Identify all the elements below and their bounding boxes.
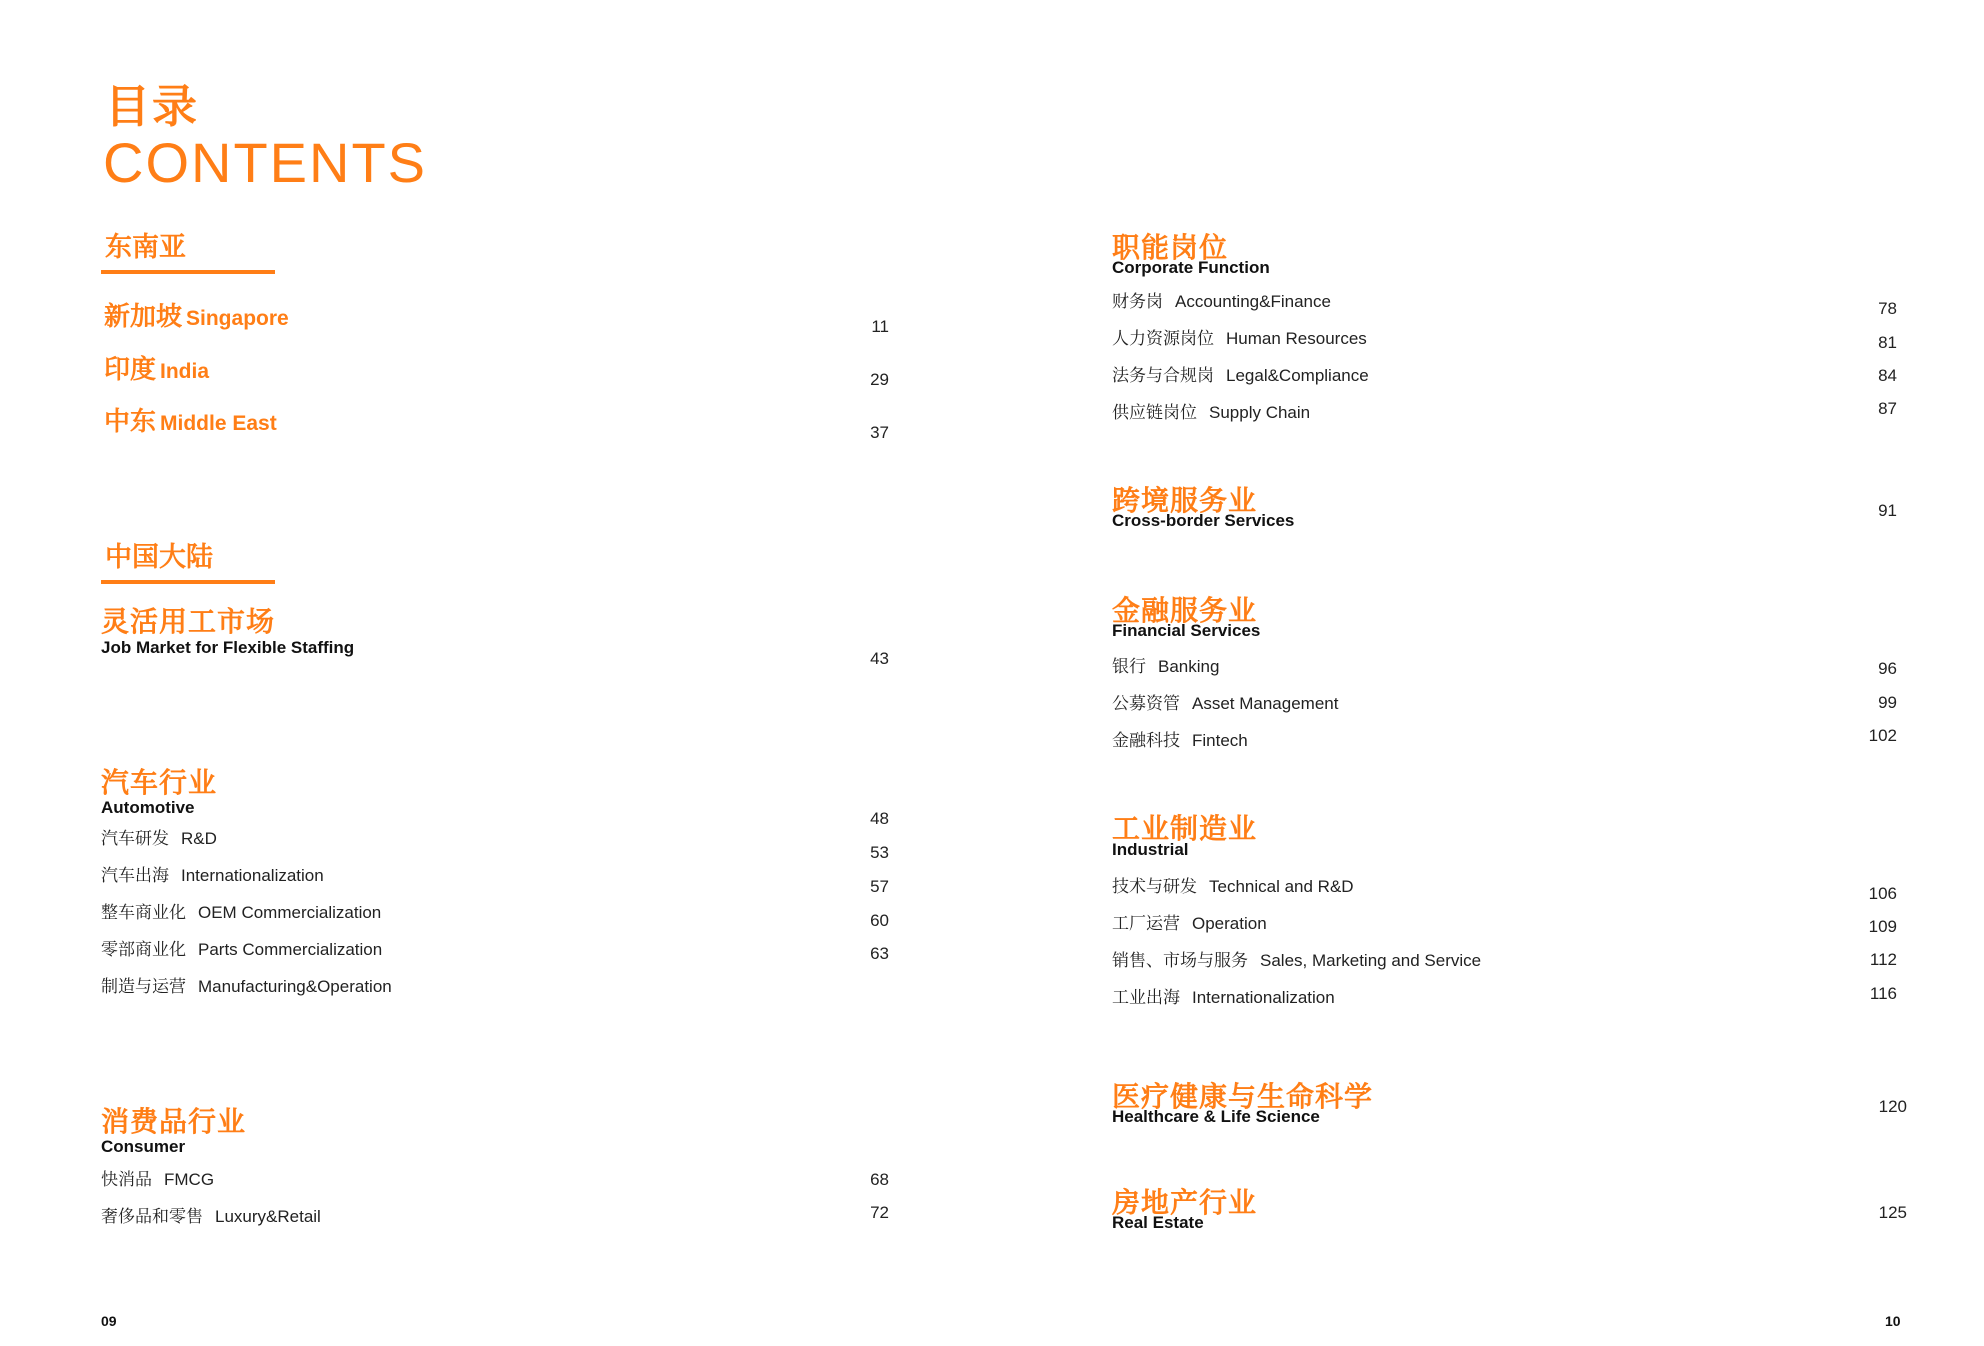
toc-entry-india[interactable] [104,349,209,386]
region-heading-sea: 东南亚 [105,232,186,262]
toc-subentry[interactable] [101,824,217,849]
section-title-cn[interactable]: 职能岗位 [1112,232,1229,263]
subentry-cn: 金融科技 [1112,731,1180,750]
subentry-cn: 法务与合规岗 [1112,366,1214,385]
subentry-en: Technical and R&D [1209,877,1354,896]
subentry-cn: 银行 [1112,657,1146,676]
toc-subentry[interactable] [1112,689,1338,714]
toc-subentry[interactable] [101,972,392,997]
subentry-en: Legal&Compliance [1226,366,1369,385]
entry-label-en: Middle East [160,412,277,435]
subentry-en: Banking [1158,657,1220,676]
toc-subentry[interactable] [1112,909,1267,934]
subentry-cn: 零部商业化 [101,940,186,959]
subentry-cn: 供应链岗位 [1112,403,1197,422]
section-title-cn[interactable]: 消费品行业 [101,1106,247,1137]
subentry-cn: 工业出海 [1112,988,1180,1007]
toc-subentry[interactable] [1112,287,1331,312]
section-title-cn[interactable]: 医疗健康与生命科学 [1112,1081,1374,1112]
page-number: 37 [870,423,889,442]
section-title-cn[interactable]: 工业制造业 [1112,813,1258,844]
toc-subentry[interactable] [1112,324,1367,349]
subentry-en: Accounting&Finance [1175,292,1331,311]
subentry-en: Asset Management [1192,694,1339,713]
page-number: 106 [1868,884,1897,903]
subentry-en: Human Resources [1226,329,1367,348]
page-number: 63 [870,944,889,963]
subentry-en: Fintech [1192,731,1248,750]
subentry-cn: 人力资源岗位 [1112,329,1214,348]
page-number: 99 [1878,693,1897,712]
toc-subentry[interactable] [1112,872,1354,897]
section-title-en: Real Estate [1112,1213,1204,1232]
toc-subentry[interactable] [1112,361,1369,386]
toc-entry-singapore[interactable] [104,296,289,333]
subentry-cn: 销售、市场与服务 [1112,951,1248,970]
page-number: 68 [870,1170,889,1189]
toc-subentry[interactable] [101,935,382,960]
subentry-cn: 快消品 [101,1170,152,1189]
toc-subentry[interactable] [101,1202,321,1227]
section-title-en: Consumer [101,1137,186,1156]
section-title-cn[interactable]: 灵活用工市场 [101,606,276,637]
section-title-cn[interactable]: 金融服务业 [1112,595,1258,626]
page-number: 57 [870,877,889,896]
toc-entry-middle-east[interactable] [104,401,277,438]
page-number: 81 [1878,333,1897,352]
section-title-cn[interactable]: 跨境服务业 [1112,485,1258,516]
page-footer-number: 09 [101,1313,117,1329]
page-number: 102 [1868,726,1897,745]
subentry-en: OEM Commercialization [198,903,382,922]
page-number: 91 [1878,501,1897,520]
toc-subentry[interactable] [101,898,381,923]
entry-label-en: Singapore [186,307,289,330]
section-title-cn[interactable]: 房地产行业 [1112,1187,1258,1218]
page-number: 43 [870,649,889,668]
page-number: 29 [870,370,889,389]
toc-subentry[interactable] [1112,398,1310,423]
toc-subentry[interactable] [1112,726,1248,751]
section-title-en: Industrial [1112,840,1189,859]
region-underline [101,270,275,274]
page-number: 72 [870,1203,889,1222]
subentry-cn: 汽车出海 [101,866,169,885]
subentry-cn: 公募资管 [1112,694,1180,713]
toc-subentry[interactable] [1112,652,1219,677]
page-number: 78 [1878,299,1897,318]
section-title-en: Cross-border Services [1112,511,1295,530]
subentry-en: Sales, Marketing and Service [1260,951,1482,970]
toc-subentry[interactable] [101,1165,214,1190]
section-title-en: Automotive [101,798,195,817]
toc-subentry[interactable] [101,861,324,886]
toc-subentry[interactable] [1112,983,1335,1008]
subentry-cn: 整车商业化 [101,903,186,922]
subentry-en: R&D [181,829,217,848]
page-number: 120 [1878,1097,1907,1116]
section-title-en: Healthcare & Life Science [1112,1107,1320,1126]
entry-label-en: India [160,360,210,383]
entry-label-cn: 印度 [104,354,157,384]
page-number: 11 [871,317,889,336]
subentry-cn: 汽车研发 [101,829,169,848]
page-number: 53 [870,843,889,862]
page-number: 125 [1878,1203,1907,1222]
subentry-en: Luxury&Retail [215,1207,321,1226]
subentry-cn: 工厂运营 [1112,914,1180,933]
entry-label-cn: 中东 [104,406,157,436]
page-number: 109 [1868,917,1897,936]
page-number: 48 [870,809,889,828]
section-title-en: Financial Services [1112,621,1261,640]
subentry-en: Supply Chain [1209,403,1311,422]
page-number: 112 [1869,950,1897,969]
region-heading-china: 中国大陆 [105,542,213,572]
contents-title-en: CONTENTS [103,131,427,194]
subentry-cn: 技术与研发 [1112,877,1197,896]
toc-subentry[interactable] [1112,946,1481,971]
subentry-en: FMCG [164,1170,215,1189]
subentry-en: Manufacturing&Operation [198,977,392,996]
section-title-cn[interactable]: 汽车行业 [101,767,218,798]
subentry-en: Operation [1192,914,1267,933]
page-number: 84 [1878,366,1897,385]
region-underline [101,580,275,584]
subentry-cn: 制造与运营 [101,977,186,996]
page-number: 116 [1869,984,1897,1003]
contents-title-cn: 目录 [105,81,200,132]
page-footer-number: 10 [1885,1313,1901,1329]
subentry-en: Parts Commercialization [198,940,383,959]
page-number: 87 [1878,399,1897,418]
page-number: 60 [870,911,889,930]
entry-label-cn: 新加坡 [104,301,183,331]
subentry-en: Internationalization [1192,988,1335,1007]
page-number: 96 [1878,659,1897,678]
subentry-en: Internationalization [181,866,324,885]
subentry-cn: 奢侈品和零售 [101,1207,203,1226]
subentry-cn: 财务岗 [1112,292,1163,311]
section-title-en: Corporate Function [1112,258,1270,277]
section-title-en: Job Market for Flexible Staffing [101,638,355,657]
